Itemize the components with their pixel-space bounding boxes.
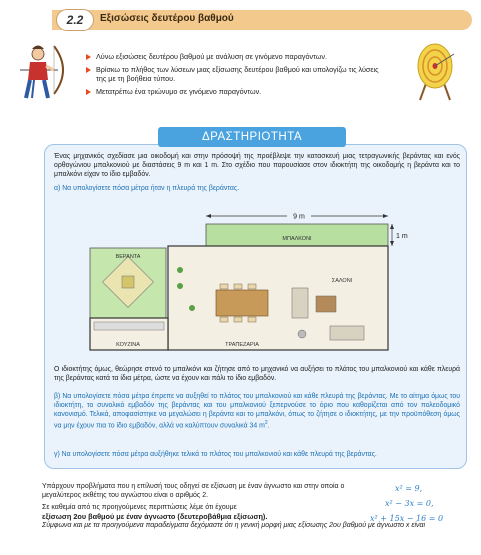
balcony-label: ΜΠΑΛΚΟΝΙ	[282, 236, 312, 242]
target-illustration	[408, 40, 462, 106]
goal-item: Βρίσκω το πλήθος των λύσεων μιας εξίσωσης δευτέρου βαθμού και υπολογίζω τις λύσεις της με τη βοήθεια τύπου.	[86, 65, 386, 84]
kitchen-label: ΚΟΥΖΙΝΑ	[116, 342, 140, 348]
veranda-label: ΒΕΡΑΝΤΑ	[115, 254, 141, 260]
dim-9m: 9 m	[293, 213, 305, 221]
activity-title: ΔΡΑΣΤΗΡΙΟΤΗΤΑ	[158, 127, 346, 147]
question-c-text: Να υπολογίσετε πόσα μέτρα αυξήθηκε τελικά το πλάτος του μπαλκονιού και κάθε πλευρά της βεράντας.	[61, 451, 377, 458]
question-a	[54, 184, 460, 193]
question-c	[54, 450, 460, 459]
question-a-text: Να υπολογίσετε πόσα μέτρα ήταν η πλευρά της βεράντας.	[62, 185, 240, 192]
formula-2: x² − 3x = 0,	[385, 499, 434, 508]
intro-paragraph: Υπάρχουν προβλήματα που η επίλυσή τους οδηγεί σε εξίσωση με έναν άγνωστο και στην οποία ο μεγαλύτερος εκθέτης του αγνώστου είναι ο αριθμός 2.	[42, 483, 345, 499]
case-paragraph: Σε καθεμία από τις προηγούμενες περιπτώσεις λέμε ότι έχουμε	[42, 504, 237, 511]
dim-1m: 1 m	[396, 233, 408, 240]
dining-label: ΤΡΑΠΕΖΑΡΙΑ	[225, 342, 259, 348]
activity-intro: Ένας μηχανικός σχεδίασε μια οικοδομή και στην πρόσοψή της προέβλεψε την κατασκευή μιας τετραγωνικής βεράντας και ενός ορθογώνιου μπαλκονιού με διαστάσεις 9 m και 1 m. Στο σχέδιο που παρουσίασε στον ιδιοκτήτη της οικοδομής η βεράντα και το μπαλκόνι είχαν το ίδιο εμβαδόν.	[54, 153, 460, 179]
archer-illustration	[14, 40, 78, 102]
general-form-text: Σύμφωνα και με τα προηγούμενα παραδείγματα δεχόμαστε ότι η γενική μορφή μιας εξίσωσης 2ου βαθμού με άγνωστο x είναι	[42, 522, 426, 529]
question-b	[54, 392, 460, 431]
activity-para2: Ο ιδιοκτήτης όμως, θεώρησε στενό το μπαλκόνι και ζήτησε από το μηχανικό να αυξήσει το πλάτος του μπαλκονιού και κάθε πλευρά της βεράντας κατά τα ίδια μέτρα, ώστε να έχουν και πάλι το ίδιο εμβαδόν.	[54, 366, 460, 383]
formula-3: x² + 15x − 16 = 0	[370, 514, 444, 523]
goal-item: Λύνω εξισώσεις δευτέρου βαθμού με ανάλυση σε γινόμενο παραγόντων.	[86, 52, 386, 62]
learning-goals	[86, 52, 386, 99]
floor-plan	[80, 210, 420, 360]
section-number: 2.2	[56, 9, 94, 31]
formula-1: x² = 9,	[395, 484, 423, 493]
question-b-text: Να υπολογίσετε πόσα μέτρα έπρεπε να αυξηθεί το πλάτος του μπαλκονιού και κάθε πλευρά της βεράντας. Με το αίτημα όμως του ιδιοκτήτη, το συνολικό εμβαδόν της βεράντας και του μπαλκονιού ξεπερνούσε το όριο που καθορίζεται από τον πολεοδομικό κανονισμό. Τελικά, αποφασίστηκε να μεγαλώσει η βεράντα και το μπαλκόνι, όπως το ζήτησε ο ιδιοκτήτης, με την προϋπόθεση όμως να μην έχουν πια το ίδιο εμβαδόν, αλλά να καλύπτουν συναλικά	[54, 393, 460, 430]
definition-text: εξίσωση 2ου βαθμού με έναν άγνωστο (δευτεροβάθμια εξίσωση).	[42, 512, 268, 521]
question-b-label: β)	[54, 393, 61, 400]
living-label: ΣΑΛΟΝΙ	[331, 278, 353, 284]
section-title: Εξισώσεις δευτέρου βαθμού	[100, 13, 234, 24]
question-c-label: γ)	[54, 451, 60, 458]
question-b-area: 34 m	[249, 422, 265, 430]
goal-item: Μετατρέπω ένα τριώνυμο σε γινόμενο παραγόντων.	[86, 87, 386, 97]
question-a-label: α)	[54, 185, 61, 192]
question-b-end: .	[267, 422, 270, 430]
question-b-area-exponent: 2	[264, 420, 268, 427]
